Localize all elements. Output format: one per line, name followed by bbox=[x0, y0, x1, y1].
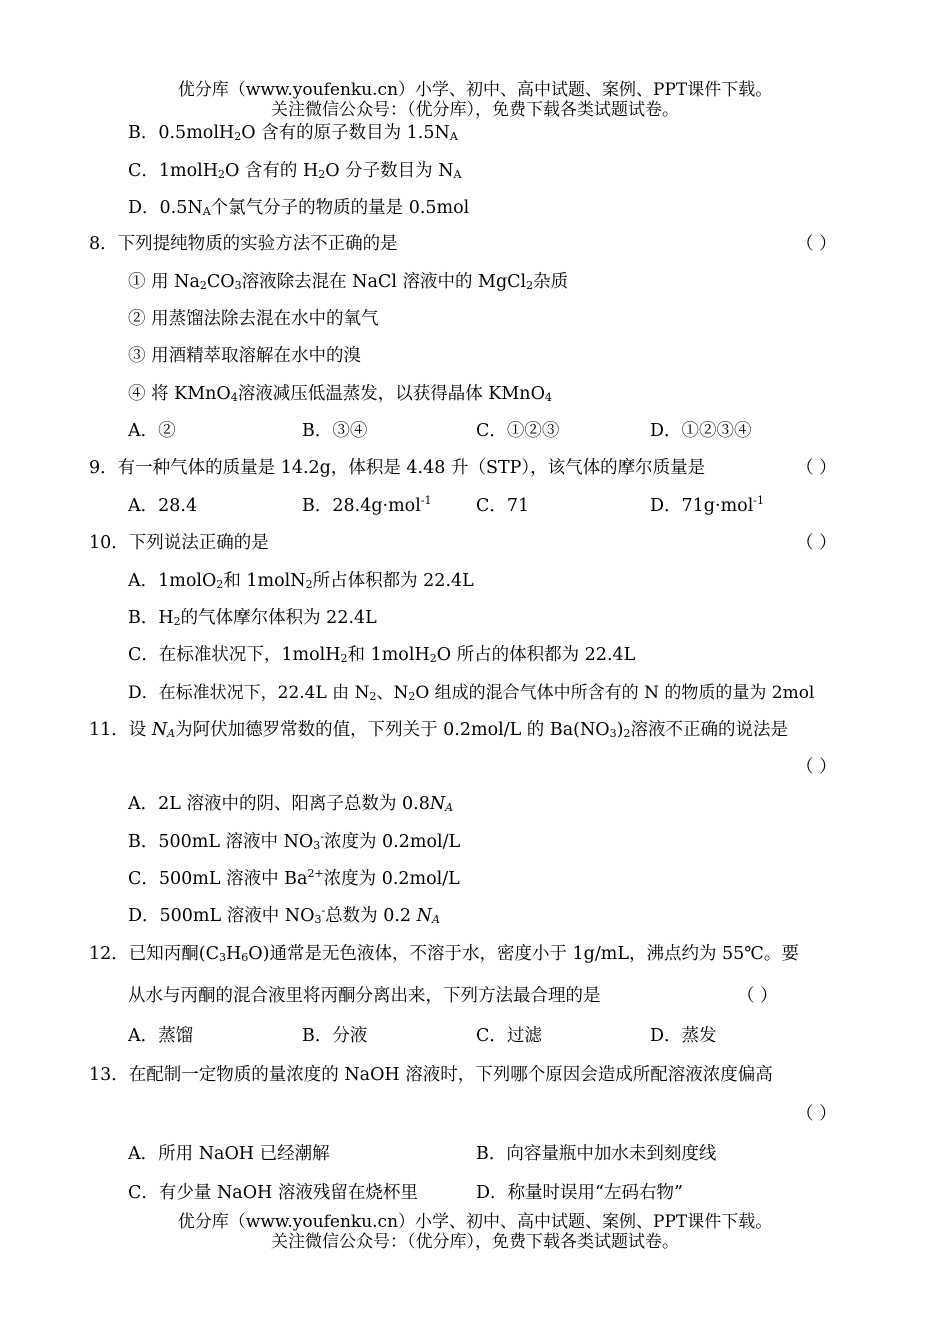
q12-stem-line-1: 12．已知丙酮$(C_3H_6O)$通常是无色液体，不溶于水，密度小于 1g/mL，沸点约为 55℃。要 bbox=[89, 944, 799, 964]
q9-option-c: C．71 bbox=[476, 496, 530, 516]
footer-line-1: 优分库（www.youfenku.cn）小学、初中、高中试题、案例、PPT课件下载。 bbox=[177, 1212, 773, 1232]
q7-option-b: B．0.5molH$_2$O 含有的原子数目为 $1.5N_A$ bbox=[128, 123, 458, 143]
q10-option-b: B．$H_2$的气体摩尔体积为 22.4L bbox=[128, 608, 377, 628]
q9-option-a: A．28.4 bbox=[128, 496, 198, 516]
q10-option-d: D．在标准状况下，22.4L 由 $N_2$、$N_2O$ 组成的混合气体中所含有的 N 的物质的量为 2mol bbox=[128, 683, 815, 703]
header-line-1: 优分库（www.youfenku.cn）小学、初中、高中试题、案例、PPT课件下载。 bbox=[177, 80, 773, 100]
q11-option-c: C．500mL 溶液中 $Ba^{2+}$浓度为 0.2mol/L bbox=[128, 867, 460, 889]
q10-answer-paren: （ ） bbox=[796, 533, 837, 553]
q10-option-a: A．1molO$_2$和 1molN$_2$所占体积都为 22.4L bbox=[128, 571, 474, 591]
q8-option-c: C．①②③ bbox=[476, 421, 560, 441]
q9-option-b: B．28.4g·mol$^{-1}$ bbox=[302, 494, 432, 516]
q13-option-b: B．向容量瓶中加水未到刻度线 bbox=[476, 1144, 717, 1164]
q8-answer-paren: （ ） bbox=[796, 234, 837, 254]
q8-item-2: ② 用蒸馏法除去混在水中的氧气 bbox=[128, 309, 379, 329]
q13-option-a: A．所用 NaOH 已经潮解 bbox=[128, 1144, 330, 1164]
q8-item-4: ④ 将 KMnO$_4$溶液减压低温蒸发，以获得晶体 KMnO$_4$ bbox=[128, 384, 552, 404]
q13-option-d: D．称量时误用“左码右物” bbox=[476, 1183, 683, 1203]
q13-answer-paren: （ ） bbox=[796, 1104, 837, 1124]
q13-stem: 13．在配制一定物质的量浓度的 NaOH 溶液时，下列哪个原因会造成所配溶液浓度偏高 bbox=[89, 1065, 773, 1085]
q11-option-b: B．500mL 溶液中 $NO_3^-$浓度为 0.2mol/L bbox=[128, 830, 461, 852]
q9-answer-paren: （ ） bbox=[796, 458, 837, 478]
q11-option-d: D．500mL 溶液中 $NO_3^-$总数为 0.2 $N_A$ bbox=[128, 904, 440, 926]
q7-option-c: C．1molH$_2$O 含有的 $H_2O$ 分子数目为 $N_A$ bbox=[128, 161, 462, 181]
q12-option-d: D．蒸发 bbox=[650, 1026, 717, 1046]
q8-option-a: A．② bbox=[128, 421, 176, 441]
q8-item-3: ③ 用酒精萃取溶解在水中的溴 bbox=[128, 346, 362, 366]
q12-option-c: C．过滤 bbox=[476, 1026, 542, 1046]
q9-stem: 9．有一种气体的质量是 14.2g，体积是 4.48 升（STP），该气体的摩尔质量是 bbox=[89, 458, 706, 478]
q10-stem: 10．下列说法正确的是 bbox=[89, 533, 269, 553]
q11-answer-paren: （ ） bbox=[796, 757, 837, 777]
header-line-2: 关注微信公众号：（优分库），免费下载各类试题试卷。 bbox=[271, 100, 679, 120]
q12-option-a: A．蒸馏 bbox=[128, 1026, 194, 1046]
q12-stem-line-2: 从水与丙酮的混合液里将丙酮分离出来，下列方法最合理的是 bbox=[128, 986, 601, 1006]
q12-answer-paren: （ ） bbox=[737, 986, 778, 1006]
q7-option-d: D．$0.5N_A$个氯气分子的物质的量是 0.5mol bbox=[128, 198, 470, 218]
q12-option-b: B．分液 bbox=[302, 1026, 368, 1046]
q8-option-d: D．①②③④ bbox=[650, 421, 752, 441]
footer-line-2: 关注微信公众号：（优分库），免费下载各类试题试卷。 bbox=[271, 1232, 679, 1252]
q8-option-b: B．③④ bbox=[302, 421, 368, 441]
q8-stem: 8．下列提纯物质的实验方法不正确的是 bbox=[89, 234, 398, 254]
q11-stem: 11．设 $N_A$为阿伏加德罗常数的值，下列关于 0.2mol/L 的 $Ba(NO_3)_2$溶液不正确的说法是 bbox=[89, 720, 788, 740]
q10-option-c: C．在标准状况下，1molH$_2$和 1molH$_2$O 所占的体积都为 22.4L bbox=[128, 645, 636, 665]
q8-item-1: ① 用 $Na_2CO_3$溶液除去混在 NaCl 溶液中的 MgCl$_2$杂质 bbox=[128, 272, 569, 292]
q9-option-d: D．71g·mol$^{-1}$ bbox=[650, 494, 765, 516]
q11-option-a: A．2L 溶液中的阴、阳离子总数为 $0.8N_A$ bbox=[128, 794, 454, 814]
q13-option-c: C．有少量 NaOH 溶液残留在烧杯里 bbox=[128, 1183, 418, 1203]
